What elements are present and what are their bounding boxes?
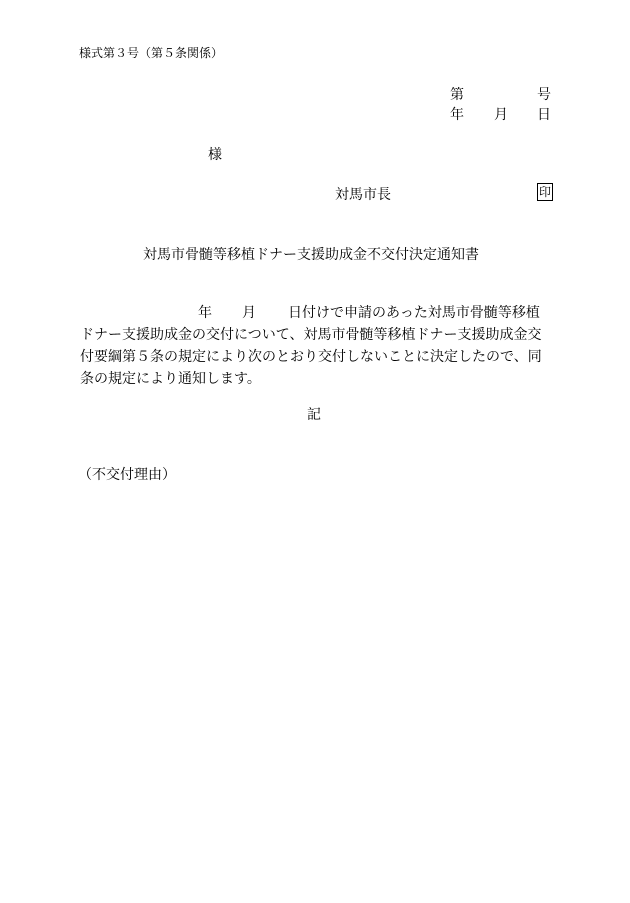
body-line-1 <box>80 302 555 324</box>
notice-body <box>80 302 555 390</box>
date-day: 日 <box>537 107 551 123</box>
body-line-4: 条の規定により通知します。 <box>80 371 261 387</box>
body-line-2: ドナー支援助成金の交付について、対馬市骨髄等移植ドナー支援助成金交 <box>80 327 542 343</box>
number-suffix: 号 <box>537 87 551 103</box>
ki-heading: 記 <box>307 407 321 423</box>
document-title: 対馬市骨髄等移植ドナー支援助成金不交付決定通知書 <box>143 247 479 263</box>
addressee-suffix: 様 <box>208 147 222 163</box>
body-line-3: 付要綱第５条の規定により次のとおり交付しないことに決定したので、同 <box>80 349 542 365</box>
number-prefix: 第 <box>450 87 464 103</box>
date-month: 月 <box>494 107 508 123</box>
sender-name: 対馬市長 <box>335 187 391 203</box>
body-month: 月 <box>242 305 256 321</box>
date-year: 年 <box>450 107 464 123</box>
reason-label: （不交付理由） <box>78 467 176 483</box>
seal-mark: 印 <box>538 185 551 199</box>
form-number: 様式第３号（第５条関係） <box>79 46 224 60</box>
body-year: 年 <box>198 305 212 321</box>
body-line-1-text: 日付けで申請のあった対馬市骨髄等移植 <box>288 305 540 321</box>
